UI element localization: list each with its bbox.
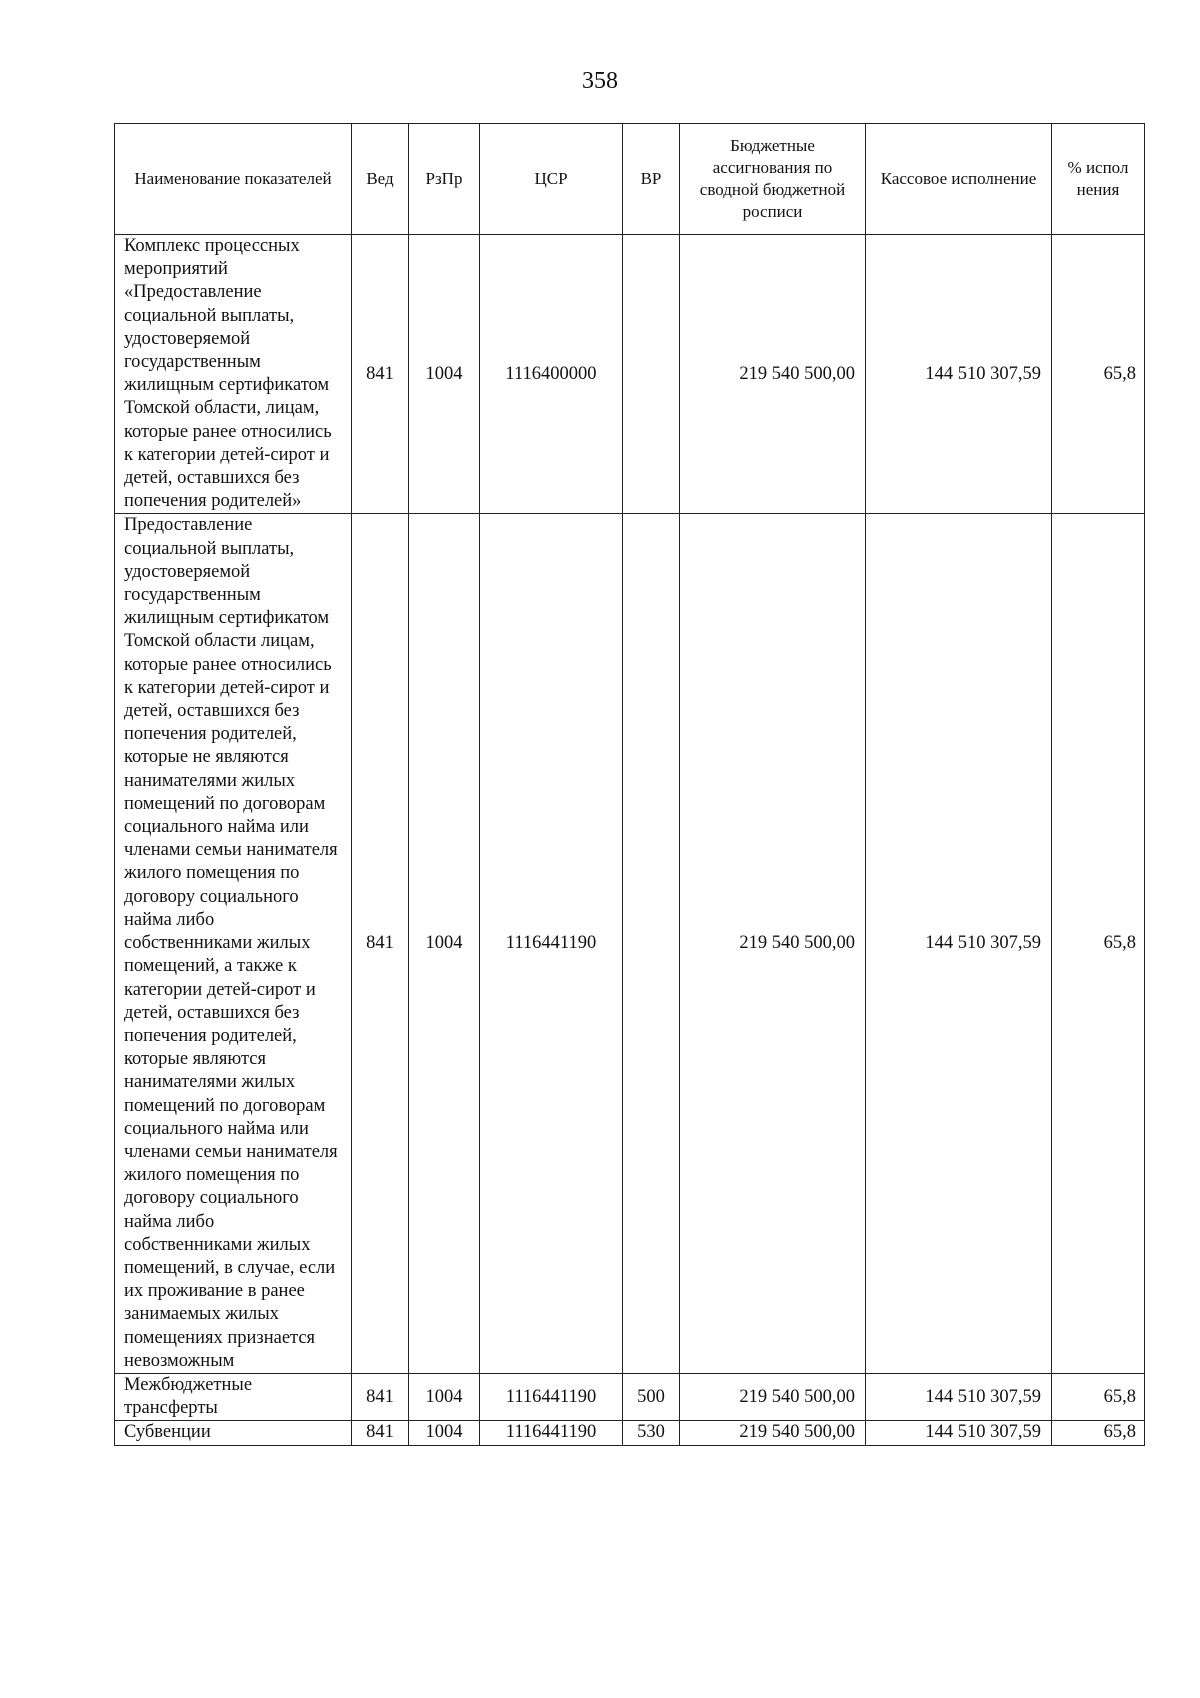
row-execution: 144 510 307,59 bbox=[866, 514, 1052, 1374]
row-percent: 65,8 bbox=[1052, 514, 1145, 1374]
row-execution: 144 510 307,59 bbox=[866, 235, 1052, 514]
header-ved: Вед bbox=[352, 124, 409, 235]
header-csr: ЦСР bbox=[480, 124, 623, 235]
row-ved: 841 bbox=[352, 514, 409, 1374]
row-assignments: 219 540 500,00 bbox=[680, 1421, 866, 1445]
row-percent: 65,8 bbox=[1052, 1421, 1145, 1445]
row-rzpr: 1004 bbox=[409, 235, 480, 514]
row-vr: 530 bbox=[623, 1421, 680, 1445]
row-rzpr: 1004 bbox=[409, 514, 480, 1374]
table-body bbox=[115, 235, 1145, 1446]
row-execution: 144 510 307,59 bbox=[866, 1373, 1052, 1420]
header-execution: Кассовое исполнение bbox=[866, 124, 1052, 235]
header-vr: ВР bbox=[623, 124, 680, 235]
row-rzpr: 1004 bbox=[409, 1421, 480, 1445]
row-name: Межбюджетные трансферты bbox=[115, 1373, 352, 1420]
row-ved: 841 bbox=[352, 1373, 409, 1420]
row-csr: 1116441190 bbox=[480, 514, 623, 1374]
header-name: Наименование показателей bbox=[115, 124, 352, 235]
row-csr: 1116441190 bbox=[480, 1373, 623, 1420]
row-name: Субвенции bbox=[115, 1421, 352, 1445]
row-percent: 65,8 bbox=[1052, 235, 1145, 514]
budget-table bbox=[114, 123, 1145, 1446]
table-row bbox=[115, 235, 1145, 514]
row-assignments: 219 540 500,00 bbox=[680, 1373, 866, 1420]
row-name: Предоставление социальной выплаты, удостоверяемой государственным жилищным сертификатом Томской области лицам, которые ранее относились к категории детей-сирот и детей, оставшихся без попечения родителей, которые не являются нанимателями жилых помещений по договорам социального найма или членами семьи нанимателя жилого помещения по договору социального найма либо собственниками жилых помещений, а также к категории детей-сирот и детей, оставшихся без попечения родителей, которые являются нанимателями жилых помещений по договорам социального найма или членами семьи нанимателя жилого помещения по договору социального найма либо собственниками жилых помещений, в случае, если их проживание в ранее занимаемых жилых помещениях признается невозможным bbox=[115, 514, 352, 1374]
header-assignments: Бюджетные ассигнования по сводной бюджетной росписи bbox=[680, 124, 866, 235]
row-execution: 144 510 307,59 bbox=[866, 1421, 1052, 1445]
row-percent: 65,8 bbox=[1052, 1373, 1145, 1420]
row-rzpr: 1004 bbox=[409, 1373, 480, 1420]
row-assignments: 219 540 500,00 bbox=[680, 514, 866, 1374]
header-row bbox=[115, 124, 1145, 235]
header-percent: % испол нения bbox=[1052, 124, 1145, 235]
table-row bbox=[115, 1421, 1145, 1445]
row-ved: 841 bbox=[352, 1421, 409, 1445]
table-header bbox=[115, 124, 1145, 235]
row-name: Комплекс процессных мероприятий «Предоставление социальной выплаты, удостоверяемой государственным жилищным сертификатом Томской области, лицам, которые ранее относились к категории детей-сирот и детей, оставшихся без попечения родителей» bbox=[115, 235, 352, 514]
header-rzpr: РзПр bbox=[409, 124, 480, 235]
row-vr bbox=[623, 235, 680, 514]
row-assignments: 219 540 500,00 bbox=[680, 235, 866, 514]
page-number: 358 bbox=[582, 68, 618, 94]
row-vr bbox=[623, 514, 680, 1374]
table-row bbox=[115, 514, 1145, 1374]
table-row bbox=[115, 1373, 1145, 1420]
row-csr: 1116441190 bbox=[480, 1421, 623, 1445]
row-ved: 841 bbox=[352, 235, 409, 514]
row-csr: 1116400000 bbox=[480, 235, 623, 514]
row-vr: 500 bbox=[623, 1373, 680, 1420]
